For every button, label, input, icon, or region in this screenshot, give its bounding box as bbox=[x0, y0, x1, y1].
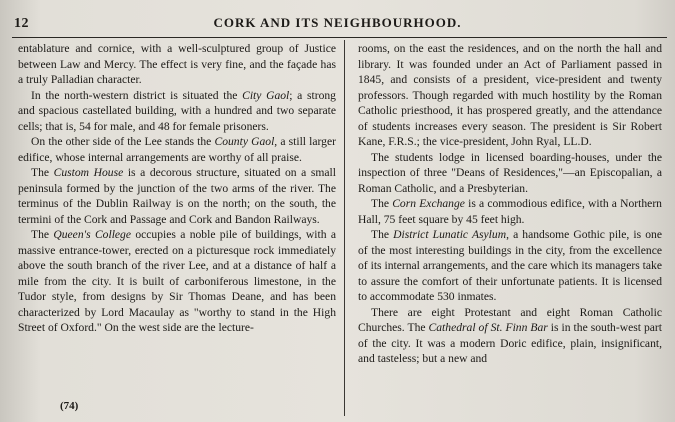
text-run: The bbox=[31, 228, 54, 241]
text-run: ; a strong and spacious castellated building, with a hundred and two separate cells; that is, 54 for male, and 48 for female prisoners. bbox=[18, 88, 336, 133]
text-run: entablature and cornice, with a well-sculptured group of Justice between Law and Mercy. The effect is very fine, and the façade has a truly Palladian character. bbox=[18, 42, 336, 86]
page-number: 12 bbox=[14, 16, 29, 31]
paragraph bbox=[18, 227, 336, 336]
signature-mark: (74) bbox=[60, 400, 79, 412]
italic-term: Custom House bbox=[53, 166, 124, 179]
italic-term: Cathedral of St. Finn Bar bbox=[428, 321, 548, 334]
paragraph bbox=[358, 227, 662, 305]
paragraph bbox=[358, 305, 662, 367]
right-column bbox=[358, 41, 662, 367]
paragraph bbox=[358, 150, 662, 197]
text-run: The bbox=[371, 228, 394, 241]
text-run: The bbox=[31, 166, 54, 179]
text-run: , a still larger edifice, whose internal arrangements are worthy of all praise. bbox=[18, 135, 336, 164]
text-run: The students lodge in licensed boarding-houses, under the inspection of three "Deans of Residences,"—an Episcopalian, a Roman Catholic, and a Presbyterian. bbox=[358, 150, 662, 195]
paragraph bbox=[18, 41, 336, 88]
running-title: CORK AND ITS NEIGHBOURHOOD. bbox=[213, 15, 462, 30]
left-column bbox=[18, 41, 336, 336]
italic-term: Queen's College bbox=[53, 228, 132, 241]
paragraph bbox=[18, 88, 336, 135]
text-run: There are eight Protestant and eight Roman Catholic Churches. The bbox=[358, 305, 662, 334]
italic-term: City Gaol bbox=[242, 88, 290, 102]
paragraph bbox=[358, 41, 662, 150]
italic-term: District Lunatic Asylum bbox=[393, 228, 507, 241]
italic-term: County Gaol bbox=[214, 135, 275, 148]
text-run: is a commodious edifice, with a Northern Hall, 75 feet square by 45 feet high. bbox=[358, 197, 662, 226]
header-rule bbox=[12, 37, 667, 38]
text-run: rooms, on the east the residences, and on the north the hall and library. It was founded under an Act of Parliament passed in 1845, and consists of a president, vice-president and twenty professors. Though regarded with much hostility by the Roman Catholic priesthood, it has prospered greatly, and the attendance of students increases every season. The president is Sir Robert Kane, F.R.S.; the vice-president, John Ryal, LL.D. bbox=[358, 42, 662, 148]
column-divider bbox=[344, 40, 345, 416]
paragraph bbox=[18, 165, 336, 227]
text-run: is a decorous structure, situated on a small peninsula formed by the junction of the two arms of the river. The terminus of the Dublin Railway is on the north; on the south, the termini of the Cork and Passage and Cork and Bandon Railways. bbox=[18, 166, 336, 226]
text-run: , a handsome Gothic pile, is one of the most interesting buildings in the city, from the excellence of its internal arrangements, and the care which its managers take to assure the comfort of their unfortunate patients. It is licensed to accommodate 530 inmates. bbox=[358, 228, 662, 303]
text-run: occupies a noble pile of buildings, with a massive entrance-tower, erected on a picturesque rock immediately above the south branch of the river Lee, and at a distance of half a mile from the city. It is built of carboniferous limestone, in the Tudor style, from designs by Sir Thomas Deane, and has been characterized by Lord Macaulay as "worthy to stand in the High Street of Oxford." On the west side are the lecture- bbox=[18, 228, 336, 334]
paragraph bbox=[18, 134, 336, 165]
text-run: In the north-western district is situated the bbox=[31, 88, 243, 102]
text-run: The bbox=[371, 197, 393, 210]
text-run: On the other side of the Lee stands the bbox=[31, 135, 215, 148]
page-header bbox=[0, 0, 675, 40]
text-run: is in the south-west part of the city. It was a modern Doric edifice, plain, insignificant, and tasteless; but a new and bbox=[358, 321, 662, 365]
italic-term: Corn Exchange bbox=[392, 197, 465, 210]
paragraph bbox=[358, 196, 662, 227]
